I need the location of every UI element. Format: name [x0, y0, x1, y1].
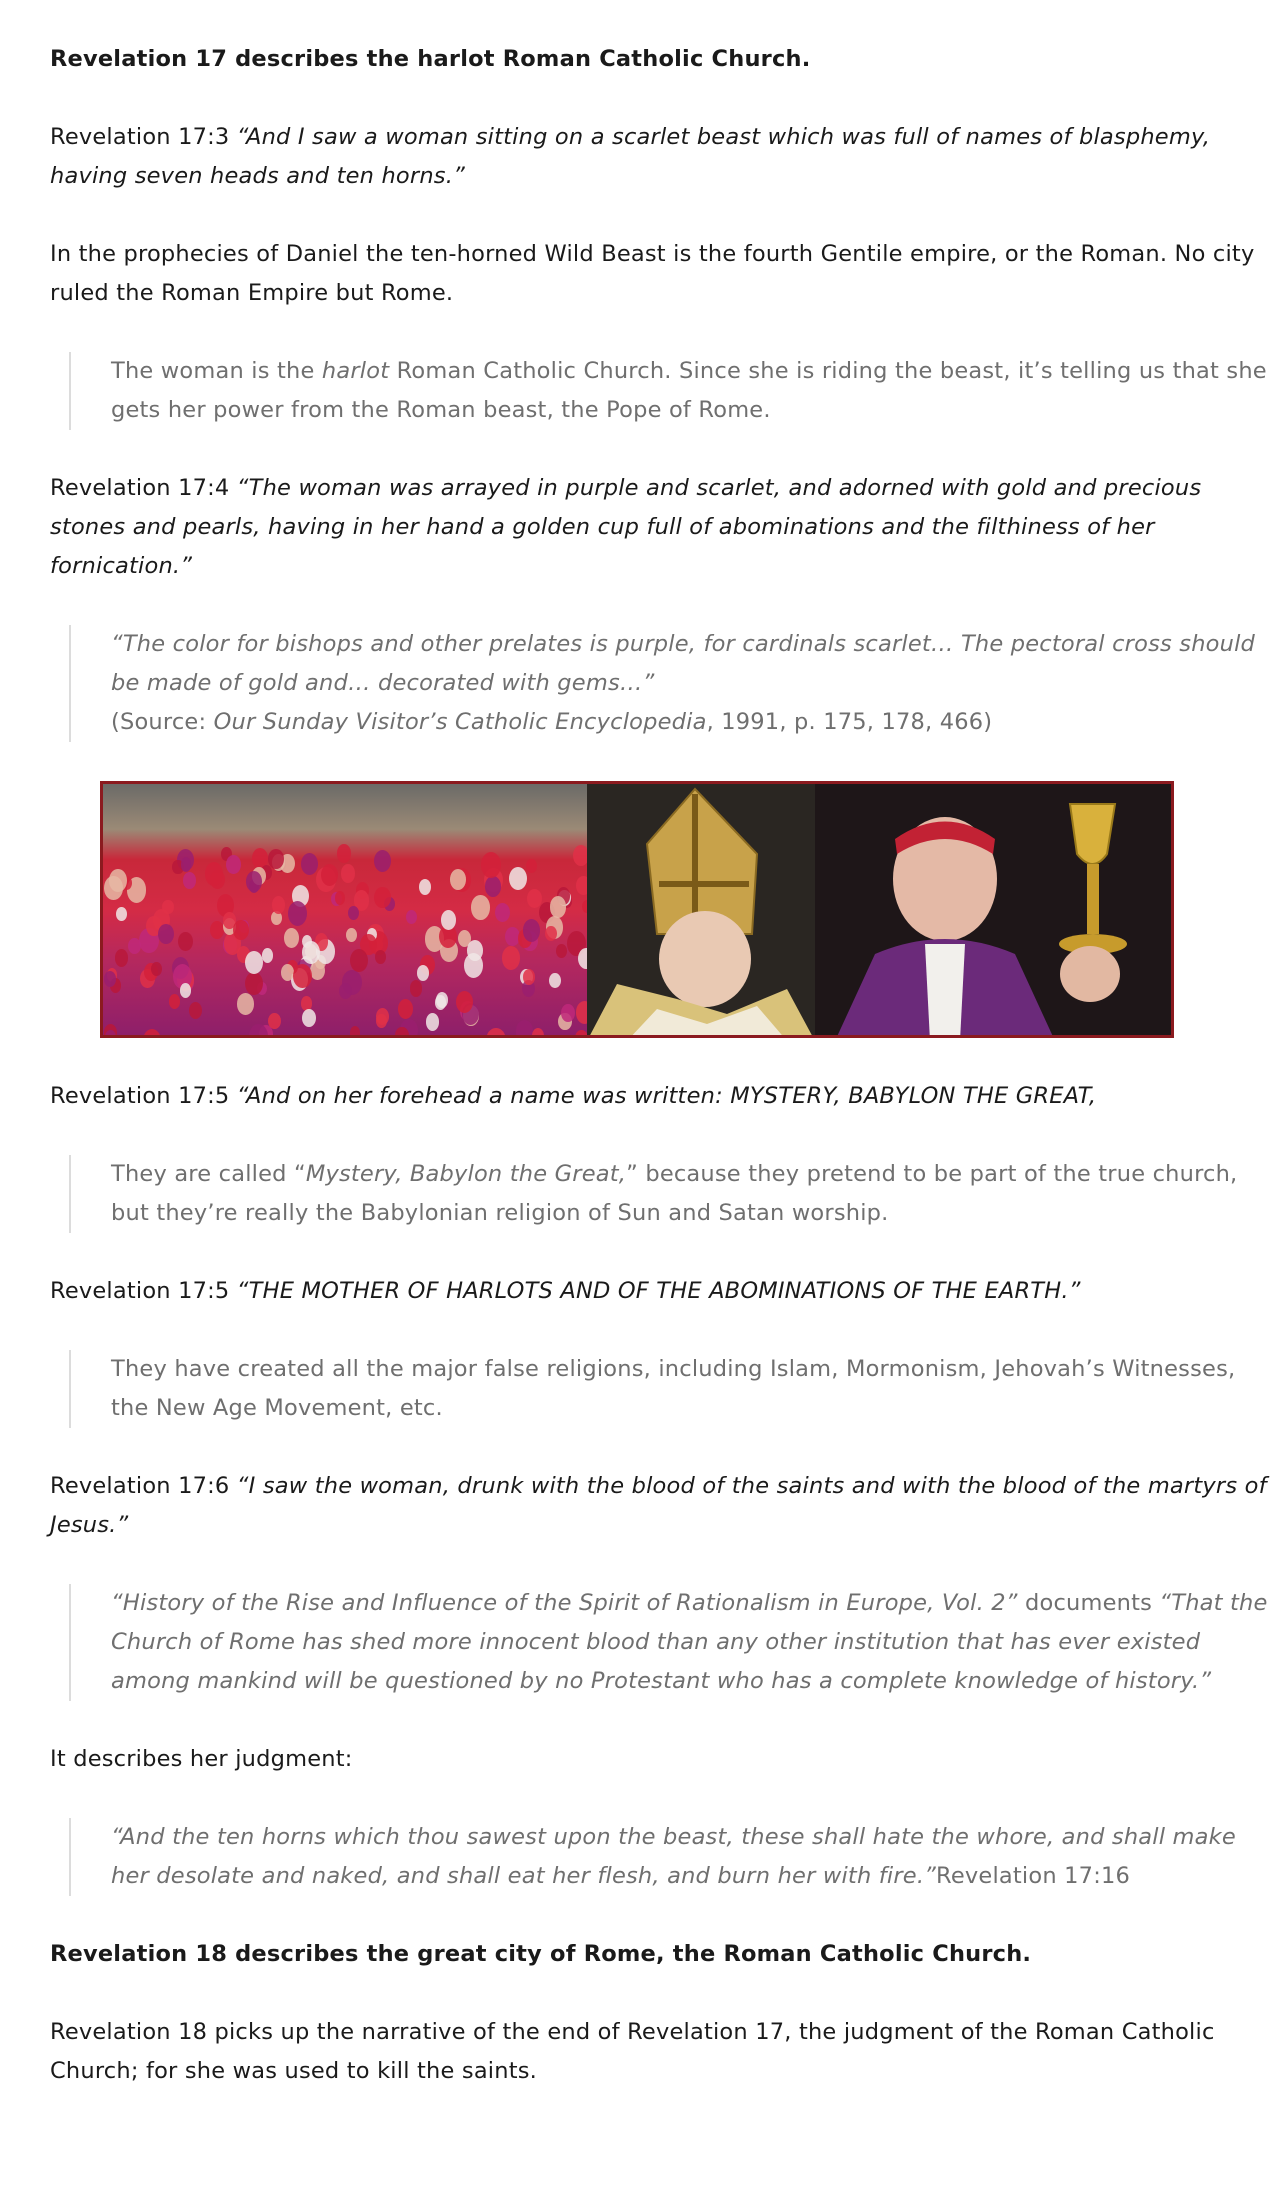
pope-mitre-illustration [587, 784, 815, 1035]
article-body [50, 0, 1280, 2091]
quote-text: They are called “ [111, 1161, 306, 1187]
crowd-figure [578, 948, 587, 969]
crowd-figure [502, 946, 520, 970]
crowd-figure [183, 872, 196, 889]
verse-quote: “I saw the woman, drunk with the blood of the saints and with the blood of the martyrs of Jesus.” [50, 1473, 1267, 1538]
crowd-figure [573, 845, 587, 866]
crowd-figure [516, 1020, 533, 1035]
crowd-figure [341, 864, 355, 882]
crowd-figure [158, 924, 174, 945]
crowd-figure [284, 928, 299, 948]
crowd-figure [545, 926, 557, 941]
crowd-figure [441, 910, 457, 930]
cardinals-crowd-image [103, 784, 587, 1035]
crowd-figure [293, 964, 311, 988]
crowd-figure [346, 928, 357, 942]
verse-reference: Revelation 17:5 [50, 1083, 237, 1109]
crowd-figure [523, 969, 535, 985]
paragraph-rev-17-3 [50, 118, 1280, 196]
crowd-figure [178, 932, 193, 951]
crowd-figure [549, 973, 561, 988]
crowd-figure [426, 1013, 440, 1031]
crowd-figure [464, 953, 483, 978]
crowd-figure [374, 887, 390, 908]
crowd-figure [246, 871, 262, 892]
crowd-figure [115, 949, 128, 966]
crowd-figure [398, 999, 413, 1019]
crowd-figure [481, 852, 501, 878]
crowd-figure [143, 1029, 161, 1035]
crowd-figure [417, 965, 429, 981]
quote-text: “The color for bishops and other prelates is purple, for cardinals scarlet… The pectoral cross should be made of gold and… decorated with gems…” [111, 631, 1256, 696]
crowd-figure [575, 1030, 587, 1035]
crowd-figure [116, 907, 127, 921]
crowd-figure [272, 896, 285, 913]
crowd-figure [281, 964, 294, 981]
quote-emphasis: harlot [321, 358, 390, 384]
crowd-figure [262, 948, 274, 963]
quote-text: ” because they pretend to be part of the true church, but they’re really the Babylonian religion of Sun and Satan worship. [111, 1161, 1238, 1226]
crowd-figure [181, 857, 192, 871]
crowd-figure [249, 1024, 268, 1035]
crowd-figure [576, 876, 587, 895]
quote-text: Roman Catholic Church. Since she is riding the beast, it’s telling us that she gets her power from the Roman beast, the Pope of Rome. [111, 358, 1267, 423]
crowd-figure [350, 1026, 360, 1035]
crowd-figure [561, 1004, 575, 1022]
crowd-figure [226, 855, 241, 874]
quote-source-title: Our Sunday Visitor’s Catholic Encyclopedia [213, 709, 707, 735]
pope-mitre-image [587, 784, 815, 1035]
verse-reference: Revelation 17:4 [50, 475, 237, 501]
crowd-figure [151, 962, 162, 976]
verse-reference: Revelation 17:3 [50, 124, 237, 150]
verse-quote: “The woman was arrayed in purple and scarlet, and adorned with gold and precious stones and pearls, having in her hand a golden cup full of abominations and the filthiness of her fornication.” [50, 475, 1202, 579]
crowd-figure [180, 983, 191, 998]
crowd-figure [495, 903, 510, 922]
crowd-figure [523, 919, 540, 941]
cardinal-chalice-illustration [815, 784, 1171, 1035]
crowd-figure [288, 901, 307, 926]
crowd-figure [302, 941, 320, 964]
crowd-figure [410, 980, 423, 996]
quote-emphasis: “That the Church of Rome has shed more innocent blood than any other institution that has ever existed among mankind will be questioned by no Protestant who has a complete knowledge of history.” [111, 1590, 1268, 1694]
crowd-figure [350, 949, 368, 972]
blockquote-mystery [69, 1155, 1271, 1233]
paragraph-rev-17-5-mystery [50, 1077, 1280, 1116]
quote-source-suffix: , 1991, p. 175, 178, 466) [706, 709, 993, 735]
crowd-figure [268, 849, 284, 870]
blockquote-rationalism [69, 1584, 1271, 1701]
quote-text: documents [1017, 1590, 1160, 1616]
crowd-figure [485, 876, 501, 896]
heading-revelation-18: Revelation 18 describes the great city of Rome, the Roman Catholic Church. [50, 1941, 1032, 1967]
verse-quote: “THE MOTHER OF HARLOTS AND OF THE ABOMINATIONS OF THE EARTH.” [236, 1278, 1081, 1304]
crowd-figure [509, 867, 527, 891]
blockquote-false-religions: They have created all the major false religions, including Islam, Mormonism, Jehovah’s Witnesses, the New Age Movement, etc. [69, 1350, 1271, 1428]
cardinal-chalice-image [815, 784, 1171, 1035]
crowd-figure [245, 951, 263, 975]
verse-quote: “And on her forehead a name was written: MYSTERY, BABYLON THE GREAT, [236, 1083, 1097, 1109]
crowd-figure [375, 950, 386, 965]
crowd-figure [486, 1028, 505, 1035]
crowd-figure [189, 1002, 202, 1019]
quote-source-prefix: (Source: [111, 709, 214, 735]
heading-revelation-17: Revelation 17 describes the harlot Roman Catholic Church. [50, 46, 811, 72]
vestments-image-banner [100, 781, 1174, 1038]
crowd-figure [237, 993, 254, 1015]
verse-reference: Revelation 17:6 [50, 1473, 237, 1499]
verse-quote: “And I saw a woman sitting on a scarlet beast which was full of names of blasphemy, having seven heads and ten horns.” [50, 124, 1211, 189]
crowd-figure [576, 1001, 587, 1024]
paragraph-rev-17-4 [50, 469, 1280, 586]
quote-book-title: “History of the Rise and Influence of the Spirit of Rationalism in Europe, Vol. 2” [111, 1590, 1018, 1616]
crowd-figure [109, 869, 126, 892]
paragraph-judgment: It describes her judgment: [50, 1746, 353, 1772]
crowd-figure [406, 910, 417, 924]
paragraph-rev-17-5-mother [50, 1272, 1280, 1311]
quote-text: “And the ten horns which thou sawest upon the beast, these shall hate the whore, and shall make her desolate and naked, and shall eat her flesh, and burn her with fire.” [111, 1824, 1236, 1889]
crowd-figure [339, 983, 351, 999]
blockquote-colors [69, 625, 1271, 742]
crowd-figure [301, 853, 318, 875]
quote-citation: Revelation 17:16 [936, 1863, 1131, 1889]
crowd-figure [348, 906, 359, 920]
quote-text: The woman is the [111, 358, 322, 384]
crowd-figure [335, 891, 346, 905]
crowd-figure [435, 995, 446, 1009]
crowd-figure [376, 1008, 389, 1025]
paragraph-rev-17-6 [50, 1467, 1280, 1545]
crowd-figure [526, 859, 537, 873]
verse-reference: Revelation 17:5 [50, 1278, 237, 1304]
crowd-figure [456, 991, 473, 1013]
crowd-figure [205, 862, 223, 885]
crowd-figure [210, 921, 224, 939]
paragraph-rev-18: Revelation 18 picks up the narrative of the end of Revelation 17, the judgment of the Roman Catholic Church; for she was used to kill the saints. [50, 2019, 1215, 2084]
quote-emphasis: Mystery, Babylon the Great, [305, 1161, 627, 1187]
crowd-figure [556, 944, 567, 958]
crowd-figure [374, 850, 391, 872]
crowd-figure [471, 895, 490, 919]
crowd-figure [169, 994, 181, 1009]
crowd-figure [337, 844, 352, 863]
crowd-figure [419, 879, 431, 895]
crowd-figure [550, 896, 566, 917]
crowd-figure [162, 900, 173, 915]
blockquote-ten-horns [69, 1818, 1271, 1896]
paragraph-daniel: In the prophecies of Daniel the ten-horned Wild Beast is the fourth Gentile empire, or the Roman. No city ruled the Roman Empire but Rome. [50, 241, 1255, 306]
blockquote-woman [69, 352, 1271, 430]
crowd-figure [233, 920, 249, 941]
crowd-figure [302, 1009, 316, 1027]
crowd-figure [268, 1013, 280, 1029]
crowd-figure [532, 1028, 544, 1035]
